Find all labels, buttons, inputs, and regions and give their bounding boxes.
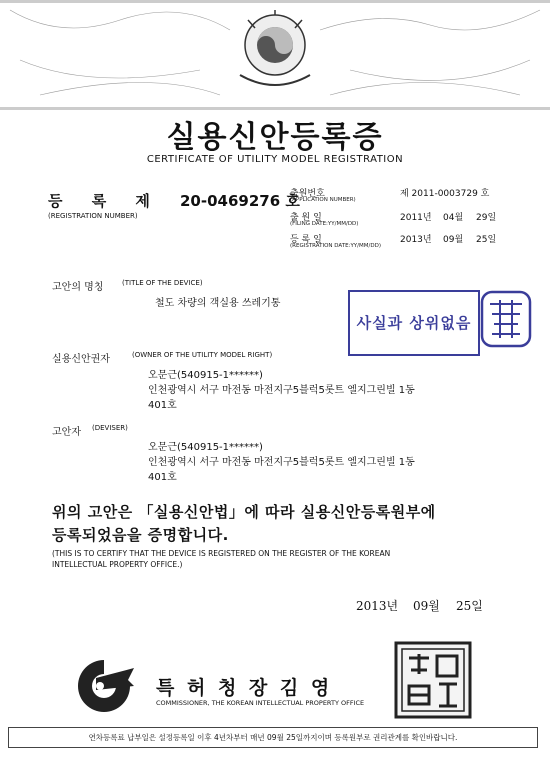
deviser-name: 오문근(540915-1******) (148, 442, 263, 453)
certification-en-line1: (THIS IS TO CERTIFY THAT THE DEVICE IS REGISTERED ON THE REGISTER OF THE KOREAN (52, 549, 391, 558)
registration-label-en: (REGISTRATION NUMBER) (48, 212, 138, 220)
footer-notice: 연차등록료 납부일은 설정등록일 이후 4년차부터 매년 09월 25일까지이며 등록원부로 권리관계를 확인바랍니다. (8, 727, 538, 748)
issue-day: 25일 (456, 599, 483, 613)
certificate-title-en: CERTIFICATE OF UTILITY MODEL REGISTRATION (146, 154, 404, 165)
issue-month: 09월 (413, 599, 440, 613)
header-ornament (0, 0, 550, 110)
registration-label: 등 록 제 (48, 192, 162, 210)
deviser-address-line2: 401호 (148, 472, 177, 483)
certification-line1: 위의 고안은 「실용신안법」에 따라 실용신안등록원부에 (52, 503, 436, 521)
certification-line2: 등록되었음을 증명합니다. (52, 526, 229, 544)
deviser-address-line1: 인천광역시 서구 마전동 마전지구5블럭5롯트 엘지그린빌 1동 (148, 457, 415, 468)
filing-date-label-en: (FILING DATE:YY/MM/DD) (290, 221, 359, 227)
deviser-label: 고안자 (52, 427, 81, 438)
registration-year: 2013년 (400, 235, 432, 245)
certification-en-line2: INTELLECTUAL PROPERTY OFFICE.) (52, 560, 183, 569)
commissioner-seal-icon (393, 640, 473, 720)
commissioner-name: 특 허 청 장 김 영 (156, 677, 333, 699)
application-label: 출원번호 (290, 189, 325, 199)
registration-month: 09월 (443, 235, 464, 245)
registration-date-label-en: (REGISTRATION DATE:YY/MM/DD) (290, 243, 381, 249)
device-title-label-en: (TITLE OF THE DEVICE) (122, 279, 203, 287)
registration-date-label: 등 록 일 (290, 235, 322, 245)
device-title-label: 고안의 명칭 (52, 282, 104, 293)
verification-stamp-text: 사실과 상위없음 (356, 314, 472, 332)
owner-label-en: (OWNER OF THE UTILITY MODEL RIGHT) (132, 351, 273, 359)
certificate-title: 실용신안등록증 (166, 120, 384, 155)
registration-number: 20-0469276 호 (180, 192, 300, 210)
application-number: 제 2011-0003729 호 (400, 189, 490, 199)
official-seal-icon (480, 290, 532, 348)
owner-address-line1: 인천광역시 서구 마전동 마전지구5블럭5롯트 엘지그린빌 1동 (148, 385, 415, 396)
issue-year: 2013년 (356, 599, 399, 613)
owner-address-line2: 401호 (148, 400, 177, 411)
owner-name: 오문근(540915-1******) (148, 370, 263, 381)
application-label-en: (APPLICATION NUMBER) (290, 197, 356, 203)
owner-label: 실용신안권자 (52, 354, 110, 365)
filing-year: 2011년 (400, 213, 432, 223)
device-title-value: 철도 차량의 객실용 쓰레기통 (155, 298, 281, 309)
registration-day: 25일 (476, 235, 497, 245)
filing-month: 04월 (443, 213, 464, 223)
deviser-label-en: (DEVISER) (92, 424, 128, 432)
filing-day: 29일 (476, 213, 497, 223)
verification-stamp (348, 290, 480, 356)
filing-date-label: 출 원 일 (290, 213, 322, 223)
commissioner-title-en: COMMISSIONER, THE KOREAN INTELLECTUAL PROPERTY OFFICE (156, 699, 365, 707)
kipo-logo-icon (70, 656, 138, 712)
government-emblem-icon (240, 10, 310, 85)
